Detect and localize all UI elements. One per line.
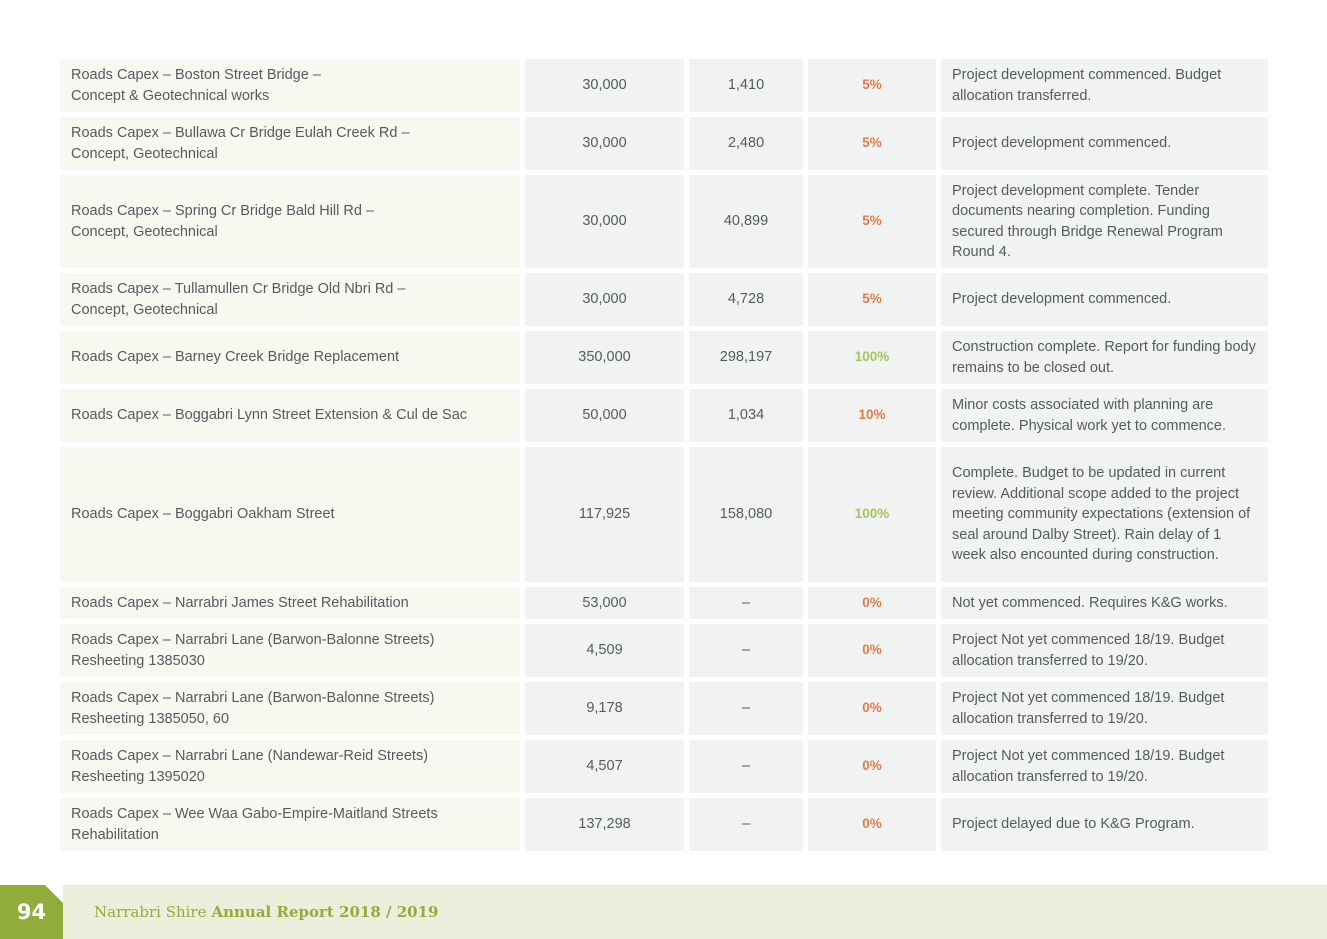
- percent-complete-cell: [808, 273, 936, 326]
- budget-text: 350,000: [578, 349, 631, 366]
- project-name-text: Roads Capex – Narrabri Lane (Barwon-Balonne Streets) Resheeting 1385030: [71, 632, 435, 669]
- budget-cell: [525, 447, 684, 582]
- table-row: [60, 682, 1268, 735]
- actual-cell: [689, 587, 803, 619]
- capex-projects-table: [60, 59, 1268, 851]
- project-name-text: Roads Capex – Boggabri Lynn Street Extension & Cul de Sac: [71, 407, 468, 424]
- table-row: [60, 331, 1268, 384]
- project-name-cell: [60, 331, 520, 384]
- project-name-text: Roads Capex – Boston Street Bridge – Concept & Geotechnical works: [71, 67, 321, 104]
- budget-cell: [525, 587, 684, 619]
- percent-complete-cell: [808, 117, 936, 170]
- actual-text: 158,080: [719, 506, 773, 523]
- percent-complete-cell: [808, 624, 936, 677]
- comment-text: Project Not yet commenced 18/19. Budget allocation transferred to 19/20.: [952, 632, 1225, 669]
- comment-text: Project development commenced. Budget allocation transferred.: [952, 67, 1222, 104]
- project-name-cell: [60, 59, 520, 112]
- actual-text: –: [741, 816, 751, 833]
- actual-cell: [689, 740, 803, 793]
- footer-shire-name: Narrabri Shire: [94, 903, 207, 921]
- budget-cell: [525, 389, 684, 442]
- project-name-text: Roads Capex – Bullawa Cr Bridge Eulah Creek Rd – Concept, Geotechnical: [71, 125, 410, 162]
- project-name-text: Roads Capex – Narrabri Lane (Barwon-Balonne Streets) Resheeting 1385050, 60: [71, 690, 435, 727]
- project-name-cell: [60, 389, 520, 442]
- project-name-text: Roads Capex – Narrabri James Street Rehabilitation: [71, 594, 409, 611]
- actual-cell: [689, 389, 803, 442]
- actual-cell: [689, 624, 803, 677]
- actual-text: 298,197: [719, 349, 773, 366]
- percent-complete-text: 5%: [862, 135, 882, 151]
- table-row: [60, 587, 1268, 619]
- percent-complete-text: 100%: [854, 506, 890, 522]
- budget-text: 4,509: [586, 642, 623, 659]
- page-number: 94: [0, 885, 63, 939]
- comment-cell: [941, 624, 1268, 677]
- project-name-cell: [60, 587, 520, 619]
- table-row: [60, 798, 1268, 851]
- comment-text: Minor costs associated with planning are complete. Physical work yet to commence.: [952, 397, 1226, 434]
- comment-cell: [941, 59, 1268, 112]
- actual-text: 2,480: [727, 135, 765, 152]
- budget-text: 30,000: [582, 77, 627, 94]
- budget-text: 4,507: [586, 758, 623, 775]
- comment-cell: [941, 117, 1268, 170]
- budget-cell: [525, 624, 684, 677]
- project-name-text: Roads Capex – Spring Cr Bridge Bald Hill Rd – Concept, Geotechnical: [71, 203, 375, 240]
- actual-text: –: [741, 594, 751, 611]
- footer-report-name: Annual Report 2018 / 2019: [211, 903, 439, 921]
- project-name-text: Roads Capex – Boggabri Oakham Street: [71, 506, 335, 523]
- budget-text: 53,000: [582, 594, 627, 611]
- comment-cell: [941, 447, 1268, 582]
- actual-cell: [689, 175, 803, 268]
- percent-complete-text: 5%: [862, 213, 882, 229]
- project-name-cell: [60, 798, 520, 851]
- percent-complete-text: 10%: [858, 407, 886, 423]
- comment-text: Project delayed due to K&G Program.: [952, 816, 1195, 833]
- comment-text: Project Not yet commenced 18/19. Budget allocation transferred to 19/20.: [952, 690, 1225, 727]
- project-name-cell: [60, 175, 520, 268]
- project-name-cell: [60, 682, 520, 735]
- percent-complete-cell: [808, 389, 936, 442]
- actual-cell: [689, 682, 803, 735]
- percent-complete-cell: [808, 331, 936, 384]
- budget-text: 137,298: [578, 816, 631, 833]
- budget-text: 50,000: [582, 407, 627, 424]
- footer-report-title: [94, 885, 438, 939]
- actual-cell: [689, 117, 803, 170]
- actual-text: 1,410: [727, 77, 765, 94]
- comment-text: Project Not yet commenced 18/19. Budget allocation transferred to 19/20.: [952, 748, 1225, 785]
- comment-cell: [941, 273, 1268, 326]
- budget-cell: [525, 682, 684, 735]
- comment-text: Complete. Budget to be updated in current review. Additional scope added to the project meeting community expectations (extension of seal around Dalby Street). Rain delay of 1 week also encounted during construction.: [952, 465, 1251, 564]
- table-row: [60, 59, 1268, 112]
- comment-text: Not yet commenced. Requires K&G works.: [952, 594, 1228, 611]
- budget-cell: [525, 273, 684, 326]
- project-name-text: Roads Capex – Barney Creek Bridge Replacement: [71, 349, 400, 366]
- budget-text: 9,178: [586, 700, 623, 717]
- budget-cell: [525, 740, 684, 793]
- actual-cell: [689, 331, 803, 384]
- comment-text: Project development commenced.: [952, 135, 1172, 152]
- percent-complete-text: 0%: [862, 758, 882, 774]
- comment-cell: [941, 389, 1268, 442]
- page-footer: [0, 885, 1327, 939]
- budget-text: 30,000: [582, 135, 627, 152]
- actual-cell: [689, 798, 803, 851]
- comment-cell: [941, 587, 1268, 619]
- budget-cell: [525, 117, 684, 170]
- percent-complete-text: 5%: [862, 291, 882, 307]
- budget-text: 30,000: [582, 291, 627, 308]
- actual-text: –: [741, 700, 751, 717]
- comment-cell: [941, 175, 1268, 268]
- percent-complete-text: 0%: [862, 642, 882, 658]
- comment-cell: [941, 331, 1268, 384]
- actual-text: 4,728: [727, 291, 765, 308]
- project-name-cell: [60, 117, 520, 170]
- actual-cell: [689, 447, 803, 582]
- percent-complete-text: 0%: [862, 816, 882, 832]
- actual-text: 40,899: [723, 213, 769, 230]
- page-corner-fold: [45, 885, 63, 903]
- comment-text: Project development complete. Tender documents nearing completion. Funding secured through Bridge Renewal Program Round 4.: [952, 182, 1223, 260]
- budget-cell: [525, 331, 684, 384]
- percent-complete-cell: [808, 740, 936, 793]
- actual-text: –: [741, 758, 751, 775]
- table-row: [60, 273, 1268, 326]
- table-row: [60, 447, 1268, 582]
- project-name-text: Roads Capex – Narrabri Lane (Nandewar-Reid Streets) Resheeting 1395020: [71, 748, 429, 785]
- budget-cell: [525, 59, 684, 112]
- budget-text: 30,000: [582, 213, 627, 230]
- comment-text: Project development commenced.: [952, 291, 1172, 308]
- percent-complete-cell: [808, 175, 936, 268]
- project-name-text: Roads Capex – Wee Waa Gabo-Empire-Maitland Streets Rehabilitation: [71, 806, 438, 843]
- comment-cell: [941, 740, 1268, 793]
- project-name-cell: [60, 447, 520, 582]
- comment-cell: [941, 682, 1268, 735]
- percent-complete-text: 5%: [862, 77, 882, 93]
- project-name-cell: [60, 624, 520, 677]
- percent-complete-cell: [808, 682, 936, 735]
- budget-text: 117,925: [578, 506, 631, 523]
- budget-cell: [525, 798, 684, 851]
- percent-complete-text: 0%: [862, 594, 882, 610]
- table-row: [60, 117, 1268, 170]
- table-row: [60, 624, 1268, 677]
- percent-complete-text: 100%: [854, 349, 890, 365]
- actual-text: 1,034: [727, 407, 765, 424]
- budget-cell: [525, 175, 684, 268]
- project-name-cell: [60, 273, 520, 326]
- comment-cell: [941, 798, 1268, 851]
- table-row: [60, 175, 1268, 268]
- percent-complete-text: 0%: [862, 700, 882, 716]
- table-row: [60, 389, 1268, 442]
- table-row: [60, 740, 1268, 793]
- percent-complete-cell: [808, 59, 936, 112]
- project-name-cell: [60, 740, 520, 793]
- percent-complete-cell: [808, 798, 936, 851]
- percent-complete-cell: [808, 447, 936, 582]
- actual-cell: [689, 273, 803, 326]
- percent-complete-cell: [808, 587, 936, 619]
- comment-text: Construction complete. Report for funding body remains to be closed out.: [952, 339, 1256, 376]
- project-name-text: Roads Capex – Tullamullen Cr Bridge Old Nbri Rd – Concept, Geotechnical: [71, 281, 406, 318]
- actual-text: –: [741, 642, 751, 659]
- actual-cell: [689, 59, 803, 112]
